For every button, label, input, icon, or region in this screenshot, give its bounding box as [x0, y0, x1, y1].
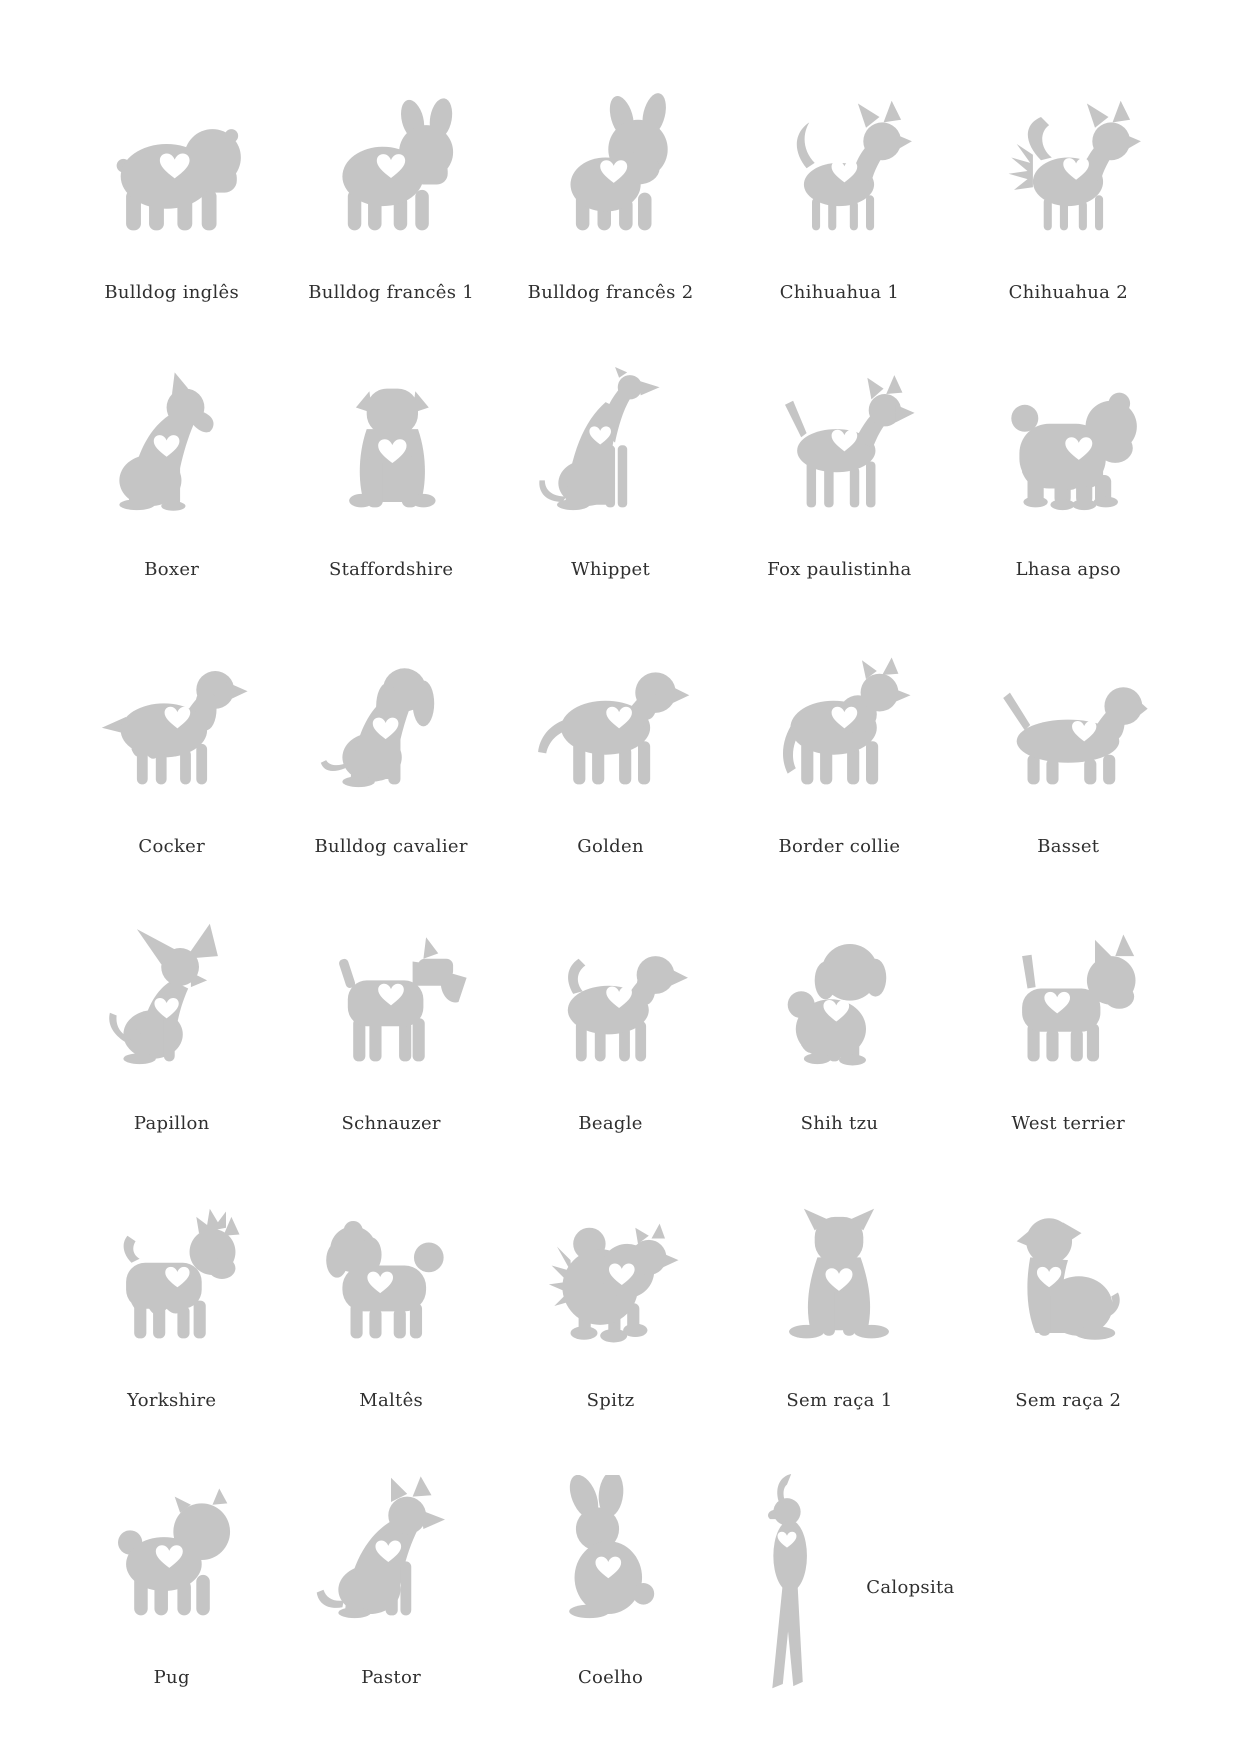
sem-raca-1-silhouette	[753, 1192, 925, 1360]
animal-cell	[963, 84, 1174, 303]
animal-cell	[963, 1192, 1174, 1411]
whippet-silhouette	[525, 361, 697, 529]
animal-cell	[963, 361, 1174, 580]
chihuahua-2-silhouette	[982, 84, 1154, 252]
bulldog-frances-1-silhouette	[305, 84, 477, 252]
boxer-silhouette	[86, 361, 258, 529]
bulldog-ingles-silhouette	[86, 84, 258, 252]
animal-cell	[505, 915, 716, 1134]
animal-label: Fox paulistinha	[767, 559, 912, 580]
maltes-silhouette	[305, 1192, 477, 1360]
animal-label: Bulldog francês 2	[527, 282, 694, 303]
animal-cell	[724, 361, 954, 580]
animal-cell	[66, 638, 277, 857]
animal-label: Chihuahua 2	[1008, 282, 1128, 303]
shih-tzu-silhouette	[753, 915, 925, 1083]
animal-label: Border collie	[778, 836, 901, 857]
animal-cell	[724, 638, 954, 857]
animal-label: Bulldog francês 1	[308, 282, 475, 303]
animal-label: Calopsita	[866, 1576, 955, 1598]
west-terrier-silhouette	[982, 915, 1154, 1083]
animal-label: Sem raça 1	[786, 1390, 893, 1411]
animal-label: Boxer	[144, 559, 200, 580]
animal-label: Papillon	[133, 1113, 210, 1134]
animal-cell	[285, 915, 496, 1134]
animal-label: Basset	[1037, 836, 1100, 857]
animal-cell	[505, 1469, 716, 1705]
animal-cell	[963, 915, 1174, 1134]
basset-silhouette	[982, 638, 1154, 806]
animal-cell	[505, 84, 716, 303]
animal-label: Spitz	[586, 1390, 635, 1411]
animal-cell	[505, 638, 716, 857]
animal-cell	[285, 638, 496, 857]
animal-label: Staffordshire	[328, 559, 454, 580]
animal-cell	[66, 361, 277, 580]
animal-cell	[285, 1469, 496, 1705]
animal-label: Whippet	[571, 559, 651, 580]
animal-label: Beagle	[578, 1113, 643, 1134]
sem-raca-2-silhouette	[982, 1192, 1154, 1360]
animal-cell	[963, 638, 1174, 857]
coelho-silhouette	[525, 1469, 697, 1637]
animal-label: Shih tzu	[800, 1113, 879, 1134]
animal-cell	[66, 1469, 277, 1705]
pastor-silhouette	[305, 1469, 477, 1637]
beagle-silhouette	[525, 915, 697, 1083]
animal-cell	[66, 1192, 277, 1411]
animal-label: Bulldog cavalier	[314, 836, 468, 857]
animal-cell	[724, 1192, 954, 1411]
animal-label: Yorkshire	[127, 1390, 217, 1411]
animal-cell	[505, 1192, 716, 1411]
animal-label: Pastor	[361, 1667, 422, 1688]
animal-label: Sem raça 2	[1015, 1390, 1122, 1411]
staffordshire-silhouette	[305, 361, 477, 529]
animal-label: Chihuahua 1	[779, 282, 900, 303]
animal-label: Maltês	[359, 1390, 424, 1411]
animal-label: Golden	[577, 836, 644, 857]
papillon-silhouette	[86, 915, 258, 1083]
animal-label: West terrier	[1011, 1113, 1126, 1134]
animal-label: Lhasa apso	[1015, 559, 1121, 580]
animal-cell	[724, 84, 954, 303]
schnauzer-silhouette	[305, 915, 477, 1083]
pug-silhouette	[86, 1469, 258, 1637]
bulldog-cavalier-silhouette	[305, 638, 477, 806]
animal-cell	[285, 84, 496, 303]
cocker-silhouette	[86, 638, 258, 806]
animal-label: Bulldog inglês	[104, 282, 240, 303]
animal-label: Schnauzer	[341, 1113, 441, 1134]
golden-silhouette	[525, 638, 697, 806]
yorkshire-silhouette	[86, 1192, 258, 1360]
animal-label: Pug	[153, 1667, 190, 1688]
animal-cell	[724, 915, 954, 1134]
calopsita-silhouette	[724, 1469, 850, 1705]
animal-cell	[66, 915, 277, 1134]
spitz-silhouette	[525, 1192, 697, 1360]
chihuahua-1-silhouette	[753, 84, 925, 252]
animal-label: Coelho	[577, 1667, 644, 1688]
animal-cell	[66, 84, 277, 303]
animal-cell	[505, 361, 716, 580]
animal-cell	[724, 1469, 954, 1705]
bulldog-frances-2-silhouette	[525, 84, 697, 252]
border-collie-silhouette	[753, 638, 925, 806]
animal-cell	[285, 361, 496, 580]
animal-label: Cocker	[138, 836, 206, 857]
lhasa-apso-silhouette	[982, 361, 1154, 529]
fox-paulistinha-silhouette	[753, 361, 925, 529]
animal-cell	[285, 1192, 496, 1411]
